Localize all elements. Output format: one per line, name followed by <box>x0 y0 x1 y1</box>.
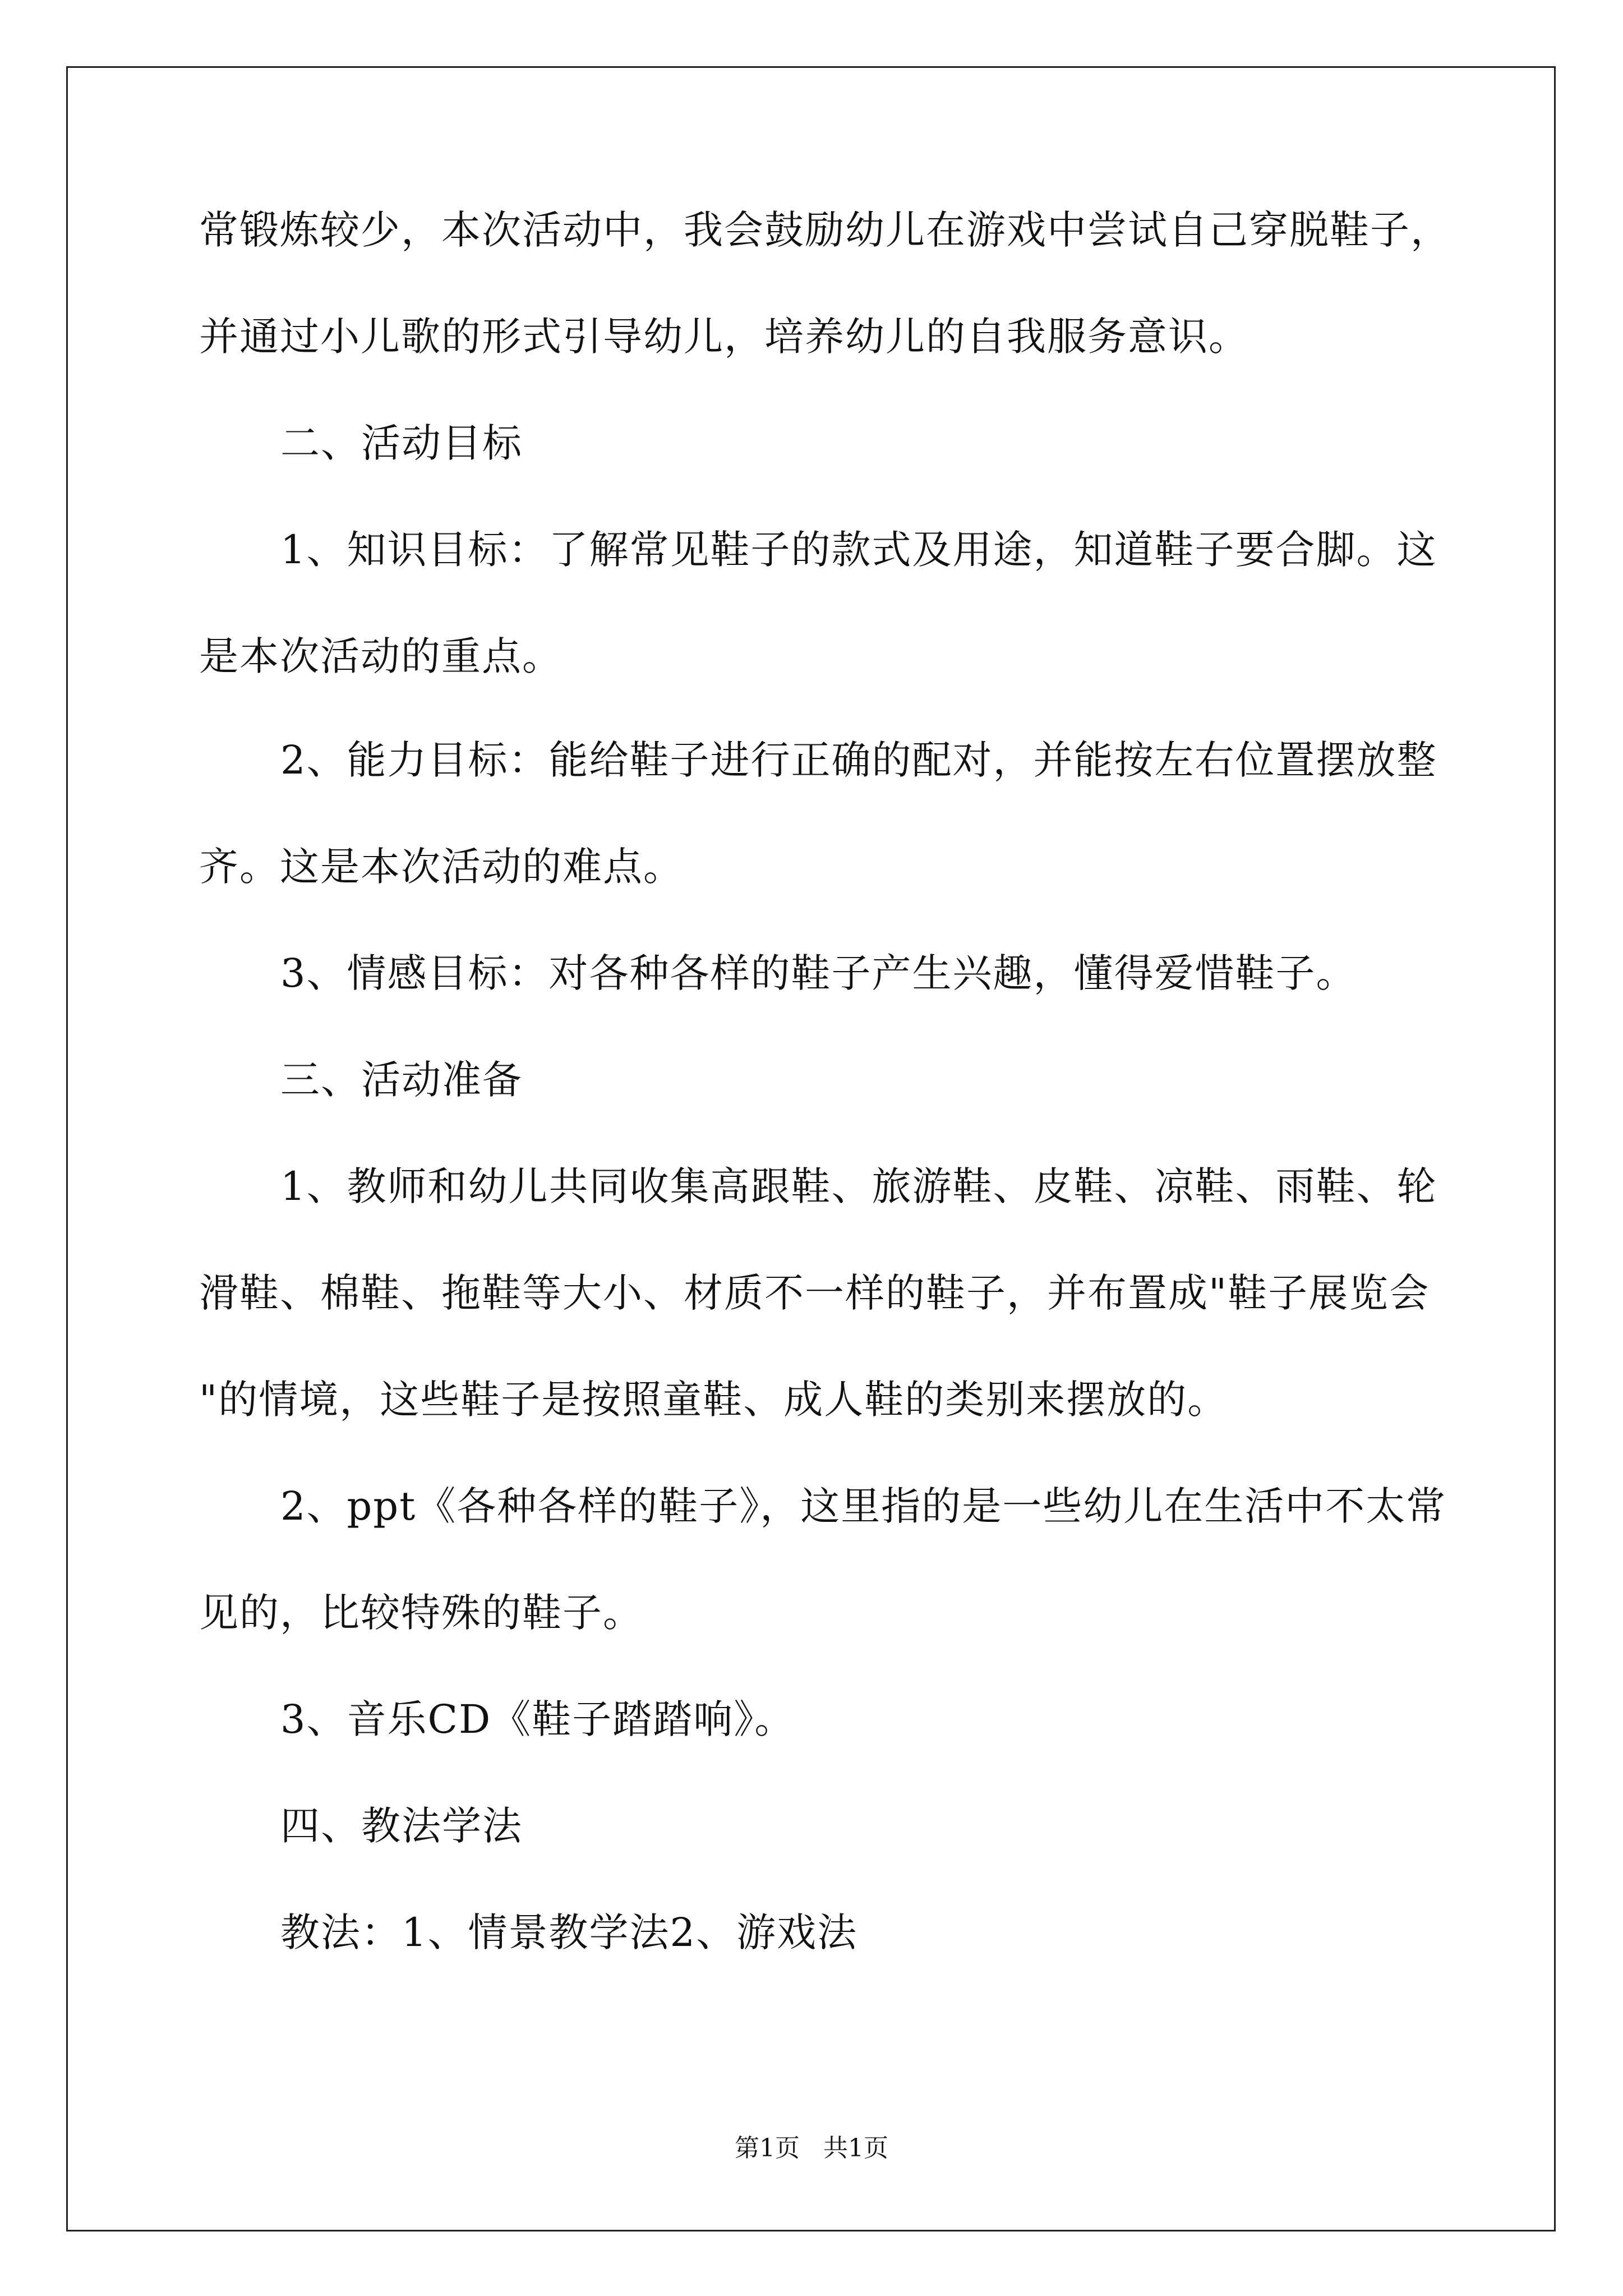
page-footer: 第1页 共1页 <box>735 2134 888 2162</box>
section-heading-preparation: 三、活动准备 <box>280 1057 523 1103</box>
section-heading-methods: 四、教法学法 <box>280 1803 523 1849</box>
paragraph-line-15: 3、音乐CD《鞋子踏踏响》。 <box>280 1696 795 1742</box>
paragraph-line-6: 2、能力目标：能给鞋子进行正确的配对，并能按左右位置摆放整 <box>280 737 1437 783</box>
paragraph-line-2: 并通过小儿歌的形式引导幼儿，培养幼儿的自我服务意识。 <box>199 314 1249 360</box>
paragraph-line-7: 齐。这是本次活动的难点。 <box>199 844 684 890</box>
paragraph-line-13: 2、ppt《各种各样的鞋子》，这里指的是一些幼儿在生活中不太常 <box>280 1483 1447 1529</box>
paragraph-line-14: 见的，比较特殊的鞋子。 <box>199 1590 643 1636</box>
paragraph-line-10: 1、教师和幼儿共同收集高跟鞋、旅游鞋、皮鞋、凉鞋、雨鞋、轮 <box>280 1163 1437 1209</box>
paragraph-line-17: 教法：1、情景教学法2、游戏法 <box>280 1910 858 1955</box>
paragraph-line-1: 常锻炼较少，本次活动中，我会鼓励幼儿在游戏中尝试自己穿脱鞋子， <box>199 207 1451 253</box>
paragraph-line-4: 1、知识目标：了解常见鞋子的款式及用途，知道鞋子要合脚。这 <box>280 527 1437 573</box>
paragraph-line-12: "的情境，这些鞋子是按照童鞋、成人鞋的类别来摆放的。 <box>199 1377 1228 1423</box>
paragraph-line-8: 3、情感目标：对各种各样的鞋子产生兴趣，懂得爱惜鞋子。 <box>280 950 1357 996</box>
paragraph-line-5: 是本次活动的重点。 <box>199 633 562 679</box>
paragraph-line-11: 滑鞋、棉鞋、拖鞋等大小、材质不一样的鞋子，并布置成"鞋子展览会 <box>199 1270 1430 1316</box>
section-heading-objectives: 二、活动目标 <box>280 420 523 466</box>
page-border <box>66 66 1556 2231</box>
